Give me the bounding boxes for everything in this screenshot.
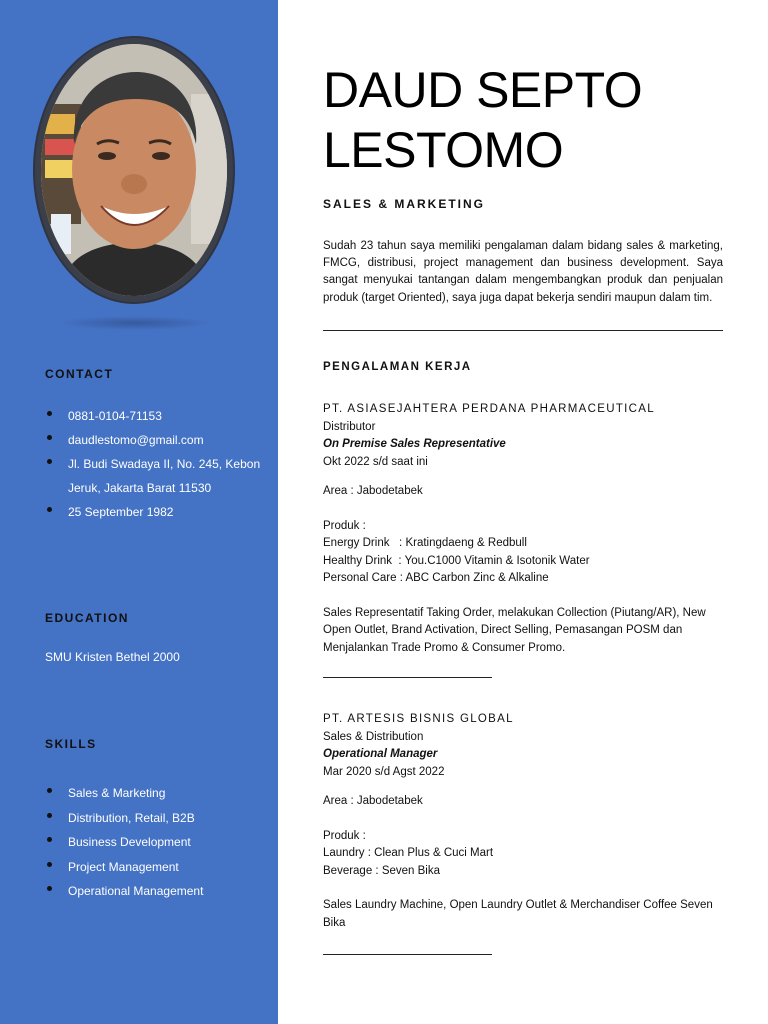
- job-company: PT. ASIASEJAHTERA PERDANA PHARMACEUTICAL: [323, 403, 655, 415]
- skill-item: Business Development: [45, 830, 203, 855]
- candidate-name: DAUD SEPTO LESTOMO: [323, 62, 643, 178]
- candidate-role: SALES & MARKETING: [323, 197, 486, 211]
- job-position: On Premise Sales Representative: [323, 438, 506, 450]
- contact-heading: CONTACT: [45, 367, 114, 381]
- job-period: Mar 2020 s/d Agst 2022: [323, 765, 445, 778]
- skill-item: Distribution, Retail, B2B: [45, 806, 203, 831]
- portrait-illustration: [41, 44, 227, 296]
- contact-list: [45, 404, 278, 524]
- skills-list: [45, 781, 203, 904]
- job-description: Sales Laundry Machine, Open Laundry Outlet & Merchandiser Coffee Seven Bika: [323, 899, 713, 929]
- skill-item: Operational Management: [45, 879, 203, 904]
- job-entry: [323, 711, 723, 932]
- divider: [323, 954, 492, 955]
- contact-email: daudlestomo@gmail.com: [45, 428, 278, 452]
- job-area: Area : Jabodetabek: [323, 795, 423, 807]
- contact-phone: 0881-0104-71153: [45, 404, 278, 428]
- skill-item: Sales & Marketing: [45, 781, 203, 806]
- job-product: Laundry : Clean Plus & Cuci Mart: [323, 847, 494, 859]
- photo-shadow: [60, 316, 210, 330]
- job-entry: [323, 401, 723, 657]
- job-products-label: Produk :: [323, 829, 366, 842]
- job-area: Area : Jabodetabek: [323, 485, 423, 497]
- job-division: Distributor: [323, 420, 376, 433]
- job-product: Personal Care : ABC Carbon Zinc & Alkaline: [323, 572, 549, 584]
- divider: [323, 677, 492, 678]
- job-division: Sales & Distribution: [323, 730, 424, 743]
- job-period: Okt 2022 s/d saat ini: [323, 455, 428, 468]
- job-product: Beverage : Seven Bika: [323, 864, 440, 877]
- job-products-label: Produk :: [323, 519, 366, 532]
- divider: [323, 330, 723, 331]
- profile-photo-frame: [35, 38, 233, 302]
- education-item: SMU Kristen Bethel 2000: [45, 650, 180, 664]
- education-heading: EDUCATION: [45, 611, 129, 625]
- job-product: Healthy Drink : You.C1000 Vitamin & Isotonik Water: [323, 554, 590, 567]
- profile-photo: [41, 44, 227, 296]
- skill-item: Project Management: [45, 855, 203, 880]
- job-position: Operational Manager: [323, 748, 438, 760]
- job-company: PT. ARTESIS BISNIS GLOBAL: [323, 713, 514, 725]
- job-product: Energy Drink : Kratingdaeng & Redbull: [323, 537, 527, 549]
- contact-birthdate: 25 September 1982: [45, 500, 278, 524]
- contact-address: Jl. Budi Swadaya II, No. 245, Kebon Jeruk, Jakarta Barat 11530: [45, 452, 278, 500]
- experience-heading: PENGALAMAN KERJA: [323, 361, 472, 373]
- skills-heading: SKILLS: [45, 737, 97, 751]
- sidebar: [0, 0, 278, 1024]
- job-description: Sales Representatif Taking Order, melakukan Collection (Piutang/AR), New Open Outlet, Brand Activation, Direct Selling, Pemasangan POSM dan Menjalankan Trade Promo & Consumer Promo.: [323, 606, 706, 654]
- profile-summary: Sudah 23 tahun saya memiliki pengalaman dalam bidang sales & marketing, FMCG, distribusi, project management dan business development. Saya sangat menyukai tantangan dalam mengembangkan produk dan penjualan produk (target Oriented), saya juga dapat bekerja sendiri maupun dalam tim.: [323, 240, 723, 304]
